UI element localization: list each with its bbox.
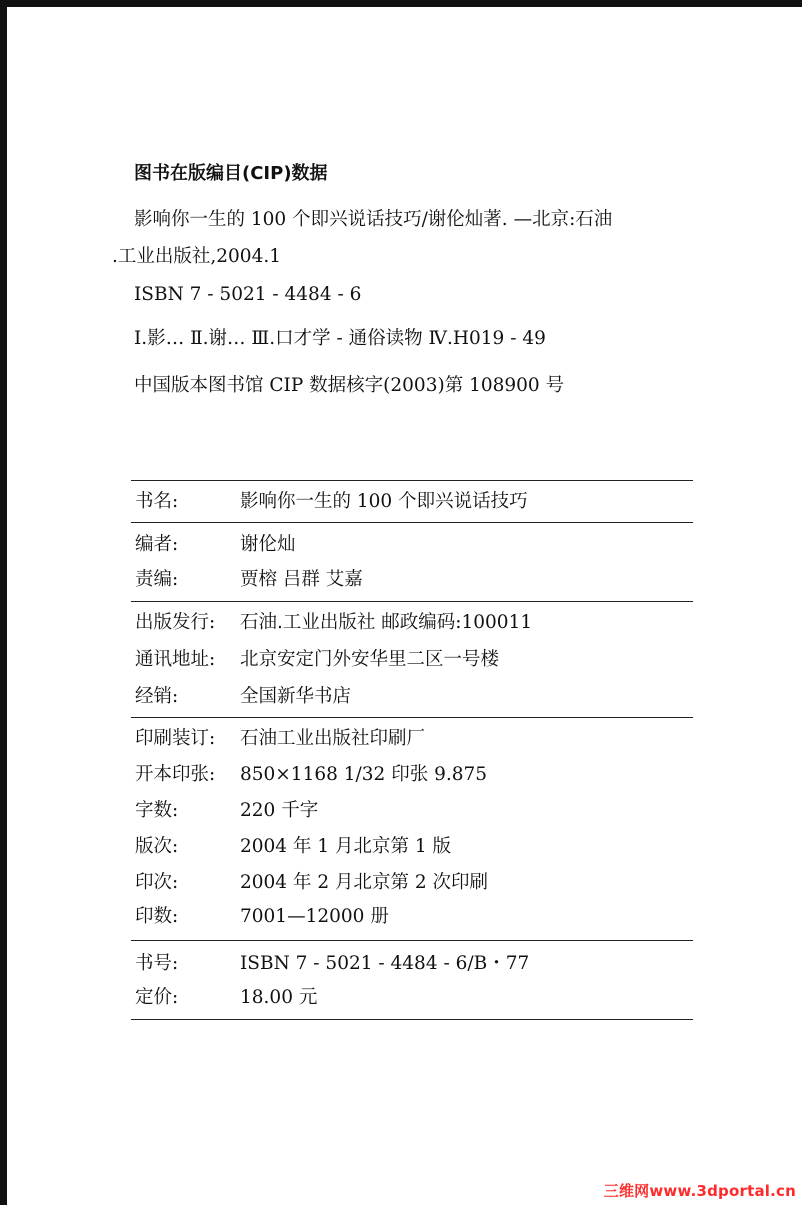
divider xyxy=(131,601,693,602)
printer-label: 印刷装订: xyxy=(135,728,216,749)
print-run-value: 7001—12000 册 xyxy=(240,906,389,927)
divider xyxy=(131,1019,693,1020)
distributor-label: 经销: xyxy=(135,686,179,707)
divider xyxy=(131,480,693,481)
edition-value: 2004 年 1 月北京第 1 版 xyxy=(240,836,452,857)
cip-isbn: ISBN 7 - 5021 - 4484 - 6 xyxy=(134,284,362,305)
cip-record-line-2: .工业出版社,2004.1 xyxy=(112,246,281,267)
edition-label: 版次: xyxy=(135,836,179,857)
format-label: 开本印张: xyxy=(135,764,216,785)
editor-value: 贾榕 吕群 艾嘉 xyxy=(240,569,363,590)
printing-value: 2004 年 2 月北京第 2 次印刷 xyxy=(240,872,489,893)
author-label: 编者: xyxy=(135,534,179,555)
book-number-label: 书号: xyxy=(135,953,179,974)
cip-classification: Ⅰ.影… Ⅱ.谢… Ⅲ.口才学 - 通俗读物 Ⅳ.H019 - 49 xyxy=(134,328,546,349)
divider xyxy=(131,717,693,718)
printer-value: 石油工业出版社印刷厂 xyxy=(240,728,426,749)
divider xyxy=(131,940,693,941)
book-number-value: ISBN 7 - 5021 - 4484 - 6/B・77 xyxy=(240,953,530,974)
editor-label: 责编: xyxy=(135,569,179,590)
cip-verification-number: 中国版本图书馆 CIP 数据核字(2003)第 108900 号 xyxy=(134,375,565,396)
publisher-label: 出版发行: xyxy=(135,612,216,633)
book-title-label: 书名: xyxy=(135,491,179,512)
format-value: 850×1168 1/32 印张 9.875 xyxy=(240,764,488,785)
address-label: 通讯地址: xyxy=(135,649,216,670)
divider xyxy=(131,522,693,523)
price-value: 18.00 元 xyxy=(240,987,318,1008)
publisher-value: 石油.工业出版社 邮政编码:100011 xyxy=(240,612,533,633)
scan-top-border xyxy=(0,0,802,7)
print-run-label: 印数: xyxy=(135,906,179,927)
printing-label: 印次: xyxy=(135,872,179,893)
cip-title: 图书在版编目(CIP)数据 xyxy=(134,163,328,184)
book-title-value: 影响你一生的 100 个即兴说话技巧 xyxy=(240,491,528,512)
price-label: 定价: xyxy=(135,987,179,1008)
cip-record-line-1: 影响你一生的 100 个即兴说话技巧/谢伦灿著. —北京:石油 xyxy=(134,209,613,230)
distributor-value: 全国新华书店 xyxy=(240,686,352,707)
scan-left-border xyxy=(0,0,7,1205)
word-count-value: 220 千字 xyxy=(240,800,319,821)
watermark: 三维网www.3dportal.cn xyxy=(603,1182,796,1200)
address-value: 北京安定门外安华里二区一号楼 xyxy=(240,649,500,670)
author-value: 谢伦灿 xyxy=(240,534,296,555)
word-count-label: 字数: xyxy=(135,800,179,821)
